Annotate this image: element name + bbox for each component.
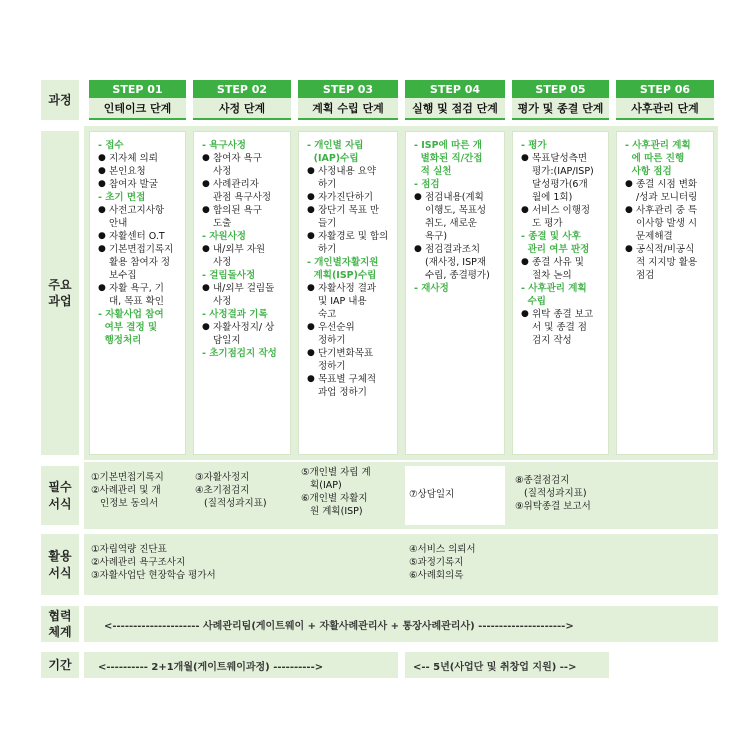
task-item [98, 282, 181, 308]
task-item-line: 관점 욕구사정 [213, 192, 272, 203]
task-item-line: 점검내용(계획 [425, 192, 484, 203]
bullet-icon: ● [307, 231, 315, 241]
task-item-line: 자활 욕구, 기 [109, 283, 164, 294]
bullet-icon: ● [98, 153, 106, 163]
task-item [307, 204, 393, 230]
period-five-year-arrow: <-- 5년(사업단 및 취창업 지원) --> [405, 652, 609, 678]
task-item [414, 243, 500, 282]
form-line: 인정보 동의서 [91, 498, 159, 509]
section-heading-line: 사항 점검 [625, 166, 672, 177]
row-label-process: 과정 [41, 80, 79, 120]
row-label-required-forms: 필수 서식 [41, 466, 79, 525]
task-item-line: 단기변화목표 [318, 348, 374, 359]
task-card-step-03 [298, 131, 398, 455]
stage-label: 실행 및 점검 단계 [405, 98, 505, 120]
step-badge: STEP 03 [298, 80, 398, 98]
stage-label: 인테이크 단계 [89, 98, 186, 120]
bullet-icon: ● [202, 244, 210, 254]
task-item-line: 자활경로 및 합의 [318, 231, 389, 242]
task-item-line: 사정 [213, 166, 232, 177]
section-heading-line: - ISP에 따른 개 [414, 140, 482, 151]
task-item-line: 사후관리 중 특 [636, 205, 698, 216]
section-heading [625, 139, 709, 178]
task-item-line: 적 지지망 활용 [636, 257, 698, 268]
form-line: ⑦상담일지 [409, 489, 455, 500]
section-heading-line: 여부 결정 및 [98, 322, 158, 333]
section-heading-line: - 개인별 자립 [307, 140, 364, 151]
stage-label: 계획 수립 단계 [298, 98, 398, 120]
task-item [202, 282, 286, 308]
task-item [202, 243, 286, 269]
task-item-line: 욕구) [425, 231, 448, 242]
section-heading-line: - 평가 [521, 140, 547, 151]
bullet-icon: ● [521, 153, 529, 163]
bullet-icon: ● [307, 348, 315, 358]
section-heading [202, 139, 286, 152]
form-line: ⑨위탁종결 보고서 [515, 501, 591, 512]
form-line: 원 계획(ISP) [301, 506, 363, 517]
stage-label: 사정 단계 [193, 98, 291, 120]
bullet-icon: ● [307, 192, 315, 202]
task-item-line: 사전고지사항 [109, 205, 165, 216]
bullet-icon: ● [202, 322, 210, 332]
bullet-icon: ● [521, 205, 529, 215]
bullet-icon: ● [307, 374, 315, 384]
stage-label: 사후관리 단계 [616, 98, 714, 120]
task-item-line: 들기 [318, 218, 337, 229]
task-item-line: 도 평가 [532, 218, 563, 229]
form-line: ①자립역량 진단표 [91, 544, 167, 555]
task-card-step-06 [616, 131, 714, 455]
section-heading-line: - 접수 [98, 140, 124, 151]
task-item [202, 152, 286, 178]
task-item-line: 사례관리자 [213, 179, 259, 190]
task-item-line: 본인요청 [109, 166, 146, 177]
section-heading-line: 관리 여부 판정 [521, 244, 590, 255]
bullet-icon: ● [414, 192, 422, 202]
step-badge: STEP 05 [512, 80, 609, 98]
utilization-forms-left [91, 543, 391, 589]
task-item [98, 204, 181, 230]
bullet-icon: ● [625, 205, 633, 215]
task-item [202, 204, 286, 230]
section-heading [414, 139, 500, 178]
task-card-step-01 [89, 131, 186, 455]
form-line: ①기본면접기록지 [91, 472, 164, 483]
form-line: ⑤과정기록지 [409, 557, 464, 568]
form-line: ⑥사례회의록 [409, 570, 464, 581]
bullet-icon: ● [414, 244, 422, 254]
bullet-icon: ● [307, 322, 315, 332]
task-item [625, 204, 709, 243]
step-badge: STEP 01 [89, 80, 186, 98]
section-heading-line: - 재사정 [414, 283, 449, 294]
bullet-icon: ● [98, 205, 106, 215]
task-item-line: 내/외부 자원 [213, 244, 266, 255]
row-label-main-tasks: 주요 과업 [41, 131, 79, 455]
task-item [307, 373, 393, 399]
task-item-line: 월에 1회) [532, 192, 573, 203]
bullet-icon: ● [307, 283, 315, 293]
form-line: ⑥개인별 자활지 [301, 493, 368, 504]
stage-label: 평가 및 종결 단계 [512, 98, 609, 120]
task-item-line: 우선순위 [318, 322, 355, 333]
bullet-icon: ● [307, 205, 315, 215]
task-item-line: 달성평가(6개 [532, 179, 588, 190]
section-heading-line: 계획(ISP)수립 [307, 270, 377, 281]
section-heading-line: 수립 [521, 296, 546, 307]
task-item-line: 목표별 구체적 [318, 374, 377, 385]
row-label-period: 기간 [41, 652, 79, 678]
section-heading-line: - 사후관리 계획 [625, 140, 691, 151]
task-item [307, 191, 393, 204]
section-heading [521, 282, 604, 308]
bullet-icon: ● [521, 309, 529, 319]
task-item [414, 191, 500, 243]
task-item-line: 참여자 발굴 [109, 179, 158, 190]
section-heading-line: - 점검 [414, 179, 440, 190]
task-item [98, 165, 181, 178]
section-heading-line: - 걸림돌사정 [202, 270, 256, 281]
required-forms-step-01 [91, 471, 188, 525]
section-heading-line: 적 실천 [414, 166, 452, 177]
bullet-icon: ● [202, 153, 210, 163]
utilization-forms-right [409, 543, 609, 589]
row-label-cooperation: 협력 체계 [41, 606, 79, 642]
form-line: ⑧종결점검지 [515, 475, 570, 486]
form-line: ④초기점검지 [195, 485, 250, 496]
task-item-line: 취도, 새로운 [425, 218, 477, 229]
task-item-line: 안내 [109, 218, 128, 229]
task-item [307, 230, 393, 256]
task-item-line: 서비스 이행정 [532, 205, 591, 216]
task-item-line: (재사정, ISP재 [425, 257, 487, 268]
section-heading [202, 230, 286, 243]
section-heading [202, 347, 286, 360]
task-item [307, 347, 393, 373]
task-item-line: 절차 논의 [532, 270, 572, 281]
section-heading-line: - 종결 및 사후 [521, 231, 581, 242]
task-item-line: 이행도, 목표성 [425, 205, 487, 216]
task-item-line: 기본면접기록지 [109, 244, 174, 255]
task-item [521, 256, 604, 282]
bullet-icon: ● [625, 244, 633, 254]
task-item [307, 165, 393, 191]
task-card-step-02 [193, 131, 291, 455]
task-item-line: 장단기 목표 만 [318, 205, 380, 216]
section-heading-line: - 초기 면접 [98, 192, 146, 203]
task-item [307, 282, 393, 321]
required-forms-step-04 [409, 488, 504, 504]
task-item [307, 321, 393, 347]
section-heading [98, 308, 181, 347]
form-line: ④서비스 의뢰서 [409, 544, 476, 555]
task-item-line: 평가:(IAP/ISP) [532, 166, 594, 177]
step-badge: STEP 04 [405, 80, 505, 98]
section-heading-line: (IAP)수립 [307, 153, 359, 164]
task-item-line: 이사항 발생 시 [636, 218, 698, 229]
task-item-line: 과업 정하기 [318, 387, 367, 398]
required-forms-step-05 [515, 474, 615, 522]
task-item-line: 도출 [213, 218, 232, 229]
section-heading-line: - 욕구사정 [202, 140, 246, 151]
bullet-icon: ● [521, 257, 529, 267]
task-item-line: 참여자 욕구 [213, 153, 262, 164]
step-badge: STEP 06 [616, 80, 714, 98]
form-line: 획(IAP) [301, 480, 342, 491]
section-heading [307, 256, 393, 282]
task-item-line: 검지 작성 [532, 335, 572, 346]
section-heading [414, 282, 500, 295]
task-item-line: 지자체 의뢰 [109, 153, 158, 164]
task-item-line: 보수집 [109, 270, 137, 281]
section-heading-line: - 자활사업 참여 [98, 309, 164, 320]
task-item-line: 자활사정 결과 [318, 283, 377, 294]
task-item-line: 숙고 [318, 309, 337, 320]
task-item-line: 정하기 [318, 335, 346, 346]
form-line: (질적성과지표) [195, 498, 267, 509]
bullet-icon: ● [625, 179, 633, 189]
task-item [202, 178, 286, 204]
task-item-line: 자가진단하기 [318, 192, 374, 203]
task-item-line: 합의된 욕구 [213, 205, 262, 216]
section-heading-line: - 사정결과 기록 [202, 309, 268, 320]
section-heading [202, 308, 286, 321]
task-item-line: 점검결과조치 [425, 244, 481, 255]
section-heading [521, 139, 604, 152]
task-item-line: 종결 시점 변화 [636, 179, 698, 190]
task-item-line: 활용 참여자 정 [109, 257, 171, 268]
task-item-line: 서 및 종결 점 [532, 322, 587, 333]
task-item-line: 자활사정지/ 상 [213, 322, 275, 333]
bullet-icon: ● [98, 231, 106, 241]
section-heading [202, 269, 286, 282]
section-heading [98, 139, 181, 152]
task-item-line: 자활센터 O.T [109, 231, 165, 242]
bullet-icon: ● [98, 244, 106, 254]
task-item [521, 152, 604, 204]
section-heading-line: 행정처리 [98, 335, 142, 346]
bullet-icon: ● [202, 283, 210, 293]
task-item-line: 사정 [213, 257, 232, 268]
form-line: (질적성과지표) [515, 488, 587, 499]
task-item [98, 152, 181, 165]
task-item [98, 230, 181, 243]
task-item-line: 문제해결 [636, 231, 673, 242]
task-item-line: 사정내용 요약 [318, 166, 377, 177]
task-item-line: 사정 [213, 296, 232, 307]
cooperation-team-arrow: <--------------------- 사례관리팀(게이트웨이 + 자활사례관리사 + 통장사례관리사) ---------------------> [84, 606, 718, 642]
section-heading [98, 191, 181, 204]
section-heading-line: - 초기점검지 작성 [202, 348, 277, 359]
section-heading-line: - 자원사정 [202, 231, 246, 242]
required-forms-step-03 [301, 466, 401, 524]
task-item-line: 담일지 [213, 335, 241, 346]
task-item [98, 243, 181, 282]
task-item [521, 204, 604, 230]
task-item-line: 정하기 [318, 361, 346, 372]
task-item-line: 공식적/비공식 [636, 244, 695, 255]
task-item-line: 수립, 종결평가) [425, 270, 490, 281]
section-heading-line: - 개인별자활지원 [307, 257, 379, 268]
form-line: ③자활사정지 [195, 472, 250, 483]
task-item-line: 하기 [318, 179, 337, 190]
bullet-icon: ● [98, 283, 106, 293]
bullet-icon: ● [98, 166, 106, 176]
bullet-icon: ● [98, 179, 106, 189]
section-heading [521, 230, 604, 256]
section-heading-line: 별화된 직/간접 [414, 153, 483, 164]
task-item-line: 종결 사유 및 [532, 257, 584, 268]
section-heading-line: 에 따른 진행 [625, 153, 685, 164]
required-forms-step-02 [195, 471, 293, 525]
task-item [202, 321, 286, 347]
form-line: ②사례관리 욕구조사지 [91, 557, 186, 568]
task-item-line: 하기 [318, 244, 337, 255]
bullet-icon: ● [307, 166, 315, 176]
period-gateway-arrow: <---------- 2+1개월(게이트웨이과정) ----------> [84, 652, 398, 678]
section-heading-line: - 사후관리 계획 [521, 283, 587, 294]
task-item [625, 243, 709, 282]
task-item-line: 내/외부 걸림돌 [213, 283, 275, 294]
form-line: ③자활사업단 현장학습 평가서 [91, 570, 216, 581]
task-item-line: /성과 모니터링 [636, 192, 698, 203]
form-line: ②사례관리 및 개 [91, 485, 161, 496]
task-item-line: 위탁 종결 보고 [532, 309, 594, 320]
task-item-line: 대, 목표 확인 [109, 296, 164, 307]
task-card-step-04 [405, 131, 505, 455]
task-item [521, 308, 604, 347]
row-label-utilization-forms: 활용 서식 [41, 534, 79, 595]
task-item-line: 목표달성측면 [532, 153, 588, 164]
bullet-icon: ● [202, 205, 210, 215]
task-card-step-05 [512, 131, 609, 455]
task-item-line: 점검 [636, 270, 655, 281]
step-badge: STEP 02 [193, 80, 291, 98]
task-item [98, 178, 181, 191]
section-heading [414, 178, 500, 191]
form-line: ⑤개인별 자립 계 [301, 467, 371, 478]
task-item [625, 178, 709, 204]
section-heading [307, 139, 393, 165]
bullet-icon: ● [202, 179, 210, 189]
task-item-line: 및 IAP 내용 [318, 296, 367, 307]
